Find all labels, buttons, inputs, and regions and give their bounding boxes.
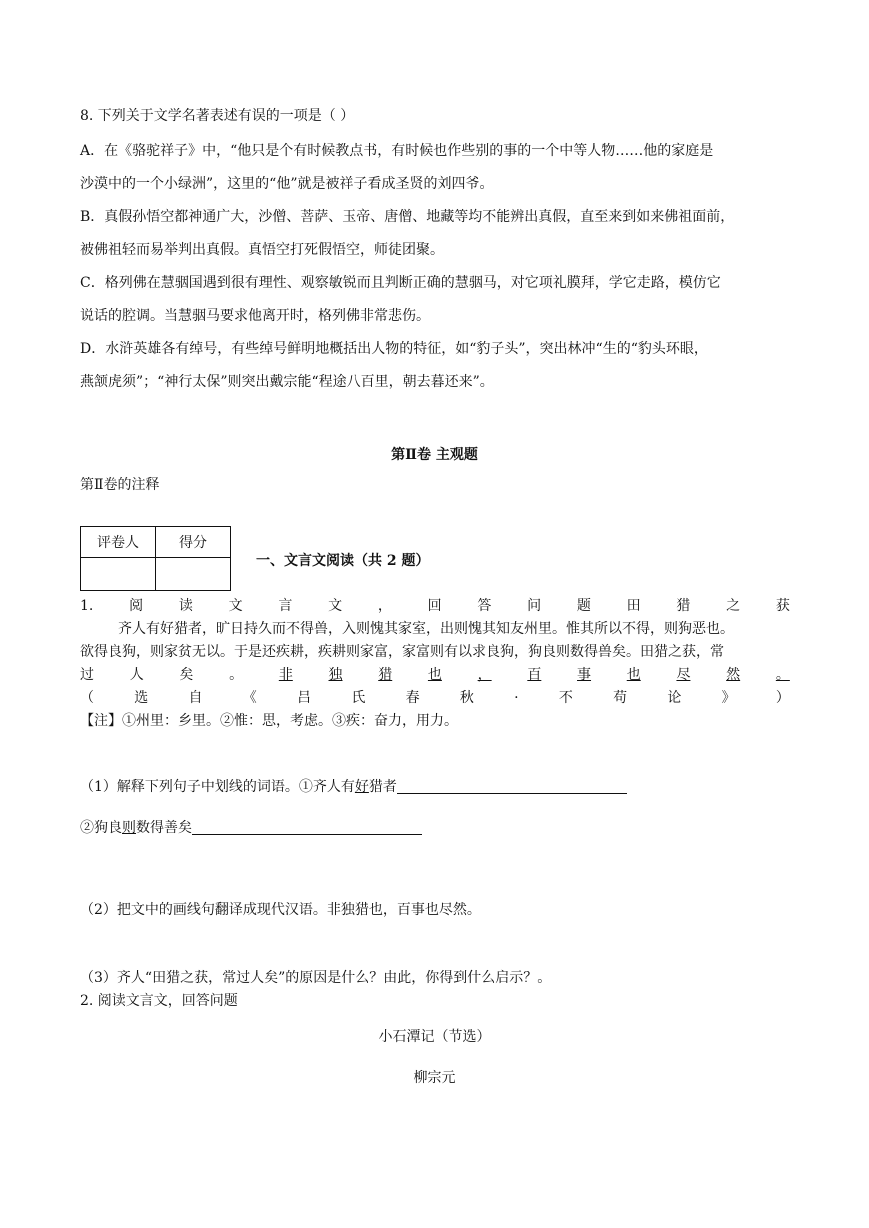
row1-char: 题 [576, 598, 591, 614]
source-char: 秋 [459, 690, 474, 706]
row1-char: 之 [726, 598, 741, 614]
row1-char: 问 [527, 598, 542, 614]
passage1-row1 [80, 596, 790, 616]
passage1-line3: 欲得良狗，则家贫无以。于是还疾耕，疾耕则家富，家富则有以求良狗，狗良则数得兽矣。田猎之获，常 [80, 644, 724, 660]
row4-underlined-char: 尽 [676, 667, 691, 683]
source-char: 吕 [297, 690, 312, 706]
grader-header: 评卷人 [81, 527, 156, 558]
row4-underlined-char: 非 [278, 667, 293, 683]
question-8-stem: 8. 下列关于文学名著表述有误的一项是（ ） [80, 108, 355, 124]
question-1-1b-text: ②狗良 [80, 820, 122, 836]
source-char: 氏 [351, 690, 366, 706]
row4-underlined-char: 然 [726, 667, 741, 683]
underlined-word: 则 [122, 820, 136, 836]
answer-blank[interactable] [397, 779, 627, 794]
passage1-annotation: 【注】①州里：乡里。②惟：思，考虑。③疾：奋力，用力。 [80, 713, 458, 729]
source-char: （ [80, 690, 94, 706]
passage2-author: 柳宗元 [413, 1070, 456, 1086]
source-char: · [514, 690, 519, 706]
source-char: ） [775, 690, 790, 706]
question-1-1b-text-end: 数得善矣 [136, 820, 192, 836]
source-char: 论 [667, 690, 682, 706]
row1-char: 猎 [676, 598, 691, 614]
row1-char: 获 [775, 598, 790, 614]
row1-char: 文 [228, 598, 243, 614]
part2-note: 第Ⅱ卷的注释 [80, 477, 160, 493]
row4-underlined-char: 。 [775, 667, 790, 683]
row4-underlined-char: 也 [626, 667, 641, 683]
row1-char: 1. [80, 598, 94, 614]
option-a-line1: A．在《骆驼祥子》中，“他只是个有时候教点书，有时候也作些别的事的一个中等人物……他的家庭是 [80, 143, 714, 159]
source-char: 不 [558, 690, 573, 706]
question-1-1b [80, 818, 422, 838]
row4-char: 。 [229, 667, 244, 683]
row1-char: 读 [178, 598, 193, 614]
row1-char: 答 [477, 598, 492, 614]
section-heading: 一、文言文阅读（共 2 题） [256, 553, 430, 569]
row1-char: 田 [626, 598, 641, 614]
row4-underlined-char: 猎 [378, 667, 393, 683]
score-header: 得分 [156, 527, 231, 558]
row4-char: 人 [129, 667, 144, 683]
question-1-2: （2）把文中的画线句翻译成现代汉语。非独猎也，百事也尽然。 [80, 902, 481, 918]
grader-cell[interactable] [81, 558, 156, 591]
source-char: 自 [188, 690, 203, 706]
source-char: 春 [405, 690, 420, 706]
score-table [80, 526, 231, 591]
option-c-line1: C．格列佛在慧骃国遇到很有理性、观察敏锐而且判断正确的慧骃马，对它项礼膜拜，学它走路，模仿它 [80, 275, 721, 291]
source-char: 》 [721, 690, 736, 706]
question-1-1-text-end: 猎者 [368, 779, 397, 795]
passage2-title: 小石潭记（节选） [378, 1029, 491, 1045]
row4-underlined-char: ， [477, 667, 492, 683]
question-1-1 [80, 777, 627, 797]
passage1-line2: 齐人有好猎者，旷日持久而不得兽，入则愧其家室，出则愧其知友州里。惟其所以不得，则狗恶也。 [118, 621, 734, 637]
option-b-line1: B．真假孙悟空都神通广大，沙僧、菩萨、玉帝、唐僧、地藏等均不能辨出真假，直至来到如来佛祖面前， [80, 209, 735, 225]
option-d-line1: D．水浒英雄各有绰号，有些绰号鲜明地概括出人物的特征，如“豹子头”，突出林冲“生的“豹头环眼， [80, 341, 708, 357]
row1-char: 言 [278, 598, 293, 614]
row4-underlined-char: 也 [427, 667, 442, 683]
row1-char: 文 [328, 598, 343, 614]
question-2-stem: 2. 阅读文言文，回答问题 [80, 993, 238, 1009]
underlined-word: 好 [354, 779, 369, 795]
row4-char: 矣 [179, 667, 194, 683]
question-1-1-text: （1）解释下列句子中划线的词语。①齐人有 [80, 779, 355, 795]
row4-char: 过 [80, 667, 94, 683]
row4-underlined-char: 独 [328, 667, 343, 683]
option-c-line2: 说话的腔调。当慧骃马要求他离开时，格列佛非常悲伤。 [80, 308, 430, 324]
source-char: 选 [134, 690, 149, 706]
option-d-line2: 燕颔虎须”；“神行太保”则突出戴宗能“程途八百里，朝去暮还来”。 [80, 374, 494, 390]
row1-char: 阅 [129, 598, 144, 614]
source-char: 苟 [613, 690, 628, 706]
row1-char: 回 [427, 598, 442, 614]
part2-title: 第Ⅱ卷 主观题 [391, 447, 478, 463]
row4-underlined-char: 事 [577, 667, 592, 683]
passage1-source [80, 688, 790, 708]
row1-char: ， [377, 598, 392, 614]
option-b-line2: 被佛祖轻而易举判出真假。真悟空打死假悟空，师徒团聚。 [80, 242, 444, 258]
question-1-3: （3）齐人“田猎之获，常过人矣”的原因是什么？由此，你得到什么启示？。 [80, 970, 552, 986]
answer-blank[interactable] [192, 820, 422, 835]
option-a-line2: 沙漠中的一个小绿洲”，这里的“他”就是被祥子看成圣贤的刘四爷。 [80, 176, 494, 192]
source-char: 《 [242, 690, 257, 706]
score-cell[interactable] [156, 558, 231, 591]
passage1-row4 [80, 665, 790, 685]
row4-underlined-char: 百 [527, 667, 542, 683]
